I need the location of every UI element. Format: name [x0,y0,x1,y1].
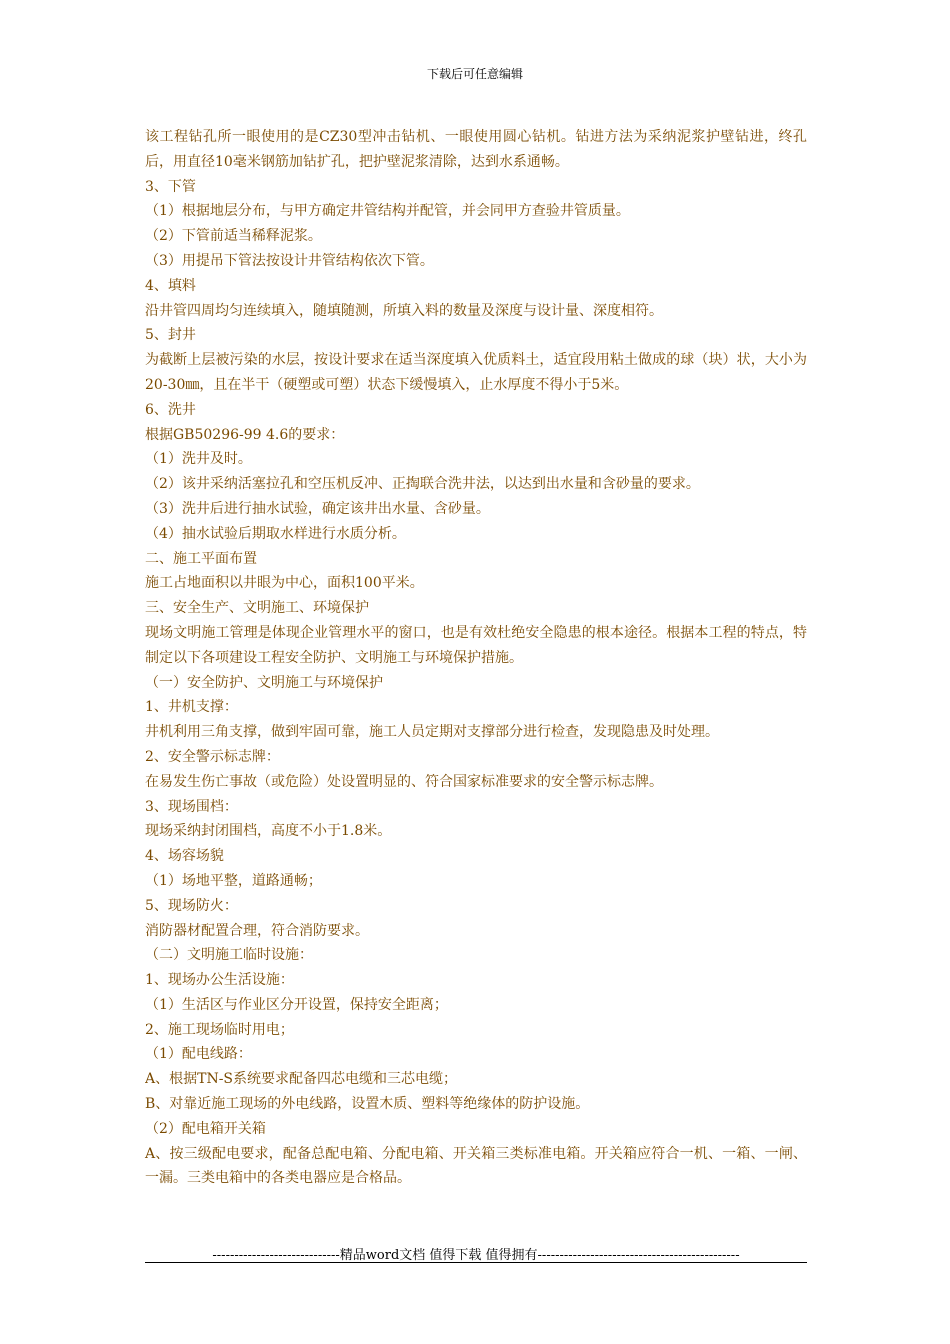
text-line: 3、现场围档： [145,798,238,815]
paragraph: 为截断上层被污染的水层，按设计要求在适当深度填入优质料土，适宜段用粘土做成的球（块）状，大小为20-30㎜，且在半干（硬塑或可塑）状态下缓慢填入，止水厚度不得小于5米。 [145,352,807,393]
text-line: 施工占地面积以井眼为中心，面积100平米。 [145,575,424,592]
text-line: 1、现场办公生活设施： [145,972,294,989]
footer-rule [145,1262,807,1263]
text-line: （二）文明施工临时设施： [145,947,313,964]
text-line: 二、施工平面布置 [145,550,257,567]
text-line: 3、下管 [145,178,196,195]
paragraph: 现场文明施工管理是体现企业管理水平的窗口，也是有效杜绝安全隐患的根本途径。根据本工程的特点，特制定以下各项建设工程安全防护、文明施工与环境保护措施。 [145,624,807,666]
text-line: （2）配电箱开关箱 [145,1120,266,1137]
document-body [145,125,807,1191]
text-line: 三、安全生产、文明施工、环境保护 [145,600,369,617]
text-line: B、对靠近施工现场的外电线路，设置木质、塑料等绝缘体的防护设施。 [145,1096,590,1113]
text-line: A、根据TN-S系统要求配备四芯电缆和三芯电缆； [145,1071,458,1088]
text-line: 4、填料 [145,277,196,294]
text-line: （1）配电线路： [145,1046,252,1063]
text-line: 在易发生伤亡事故（或危险）处设置明显的、符合国家标准要求的安全警示标志牌。 [145,773,663,790]
text-line: （1）洗井及时。 [145,451,252,468]
text-line: 1、井机支撑： [145,699,238,716]
text-line: 6、洗井 [145,401,196,418]
text-line: （1）生活区与作业区分开设置，保持安全距离； [145,996,448,1013]
paragraph: 该工程钻孔所一眼使用的是CZ30型冲击钻机、一眼使用圆心钻机。钻进方法为采纳泥浆护壁钻进，终孔后，用直径10毫米钢筋加钻扩孔，把护壁泥浆清除，达到水系通畅。 [145,129,807,170]
text-line: 5、封井 [145,327,196,344]
text-line: 2、安全警示标志牌： [145,748,280,765]
text-line: （4）抽水试验后期取水样进行水质分析。 [145,525,406,542]
paragraph: A、按三级配电要求，配备总配电箱、分配电箱、开关箱三类标准电箱。开关箱应符合一机、一箱、一闸、一漏。三类电箱中的各类电器应是合格品。 [145,1145,807,1187]
text-line: 根据GB50296-99 4.6的要求： [145,426,345,443]
text-line: （1）场地平整，道路通畅； [145,872,322,889]
text-line: 现场采纳封闭围档，高度不小于1.8米。 [145,823,392,840]
page-footer: -----------------------------精品word文档 值得下载 值得拥有---------------------------------------------- [212,1248,740,1263]
text-line: 2、施工现场临时用电； [145,1021,294,1038]
text-line: 4、场容场貌 [145,848,224,865]
text-line: （2）该井采纳活塞拉孔和空压机反冲、正掏联合洗井法，以达到出水量和含砂量的要求。 [145,476,700,493]
text-line: （3）用提吊下管法按设计井管结构依次下管。 [145,252,434,269]
text-line: （1）根据地层分布，与甲方确定井管结构并配管，并会同甲方查验井管质量。 [145,203,630,220]
text-line: （一）安全防护、文明施工与环境保护 [145,674,383,691]
text-line: 消防器材配置合理，符合消防要求。 [145,922,369,939]
text-line: （2）下管前适当稀释泥浆。 [145,228,322,245]
text-line: 5、现场防火： [145,897,238,914]
text-line: 井机利用三角支撑，做到牢固可靠，施工人员定期对支撑部分进行检查，发现隐患及时处理。 [145,724,719,741]
text-line: （3）洗井后进行抽水试验，确定该井出水量、含砂量。 [145,500,490,517]
page-header: 下载后可任意编辑 [426,67,523,81]
text-line: 沿井管四周均匀连续填入，随填随测，所填入料的数量及深度与设计量、深度相符。 [145,302,663,319]
